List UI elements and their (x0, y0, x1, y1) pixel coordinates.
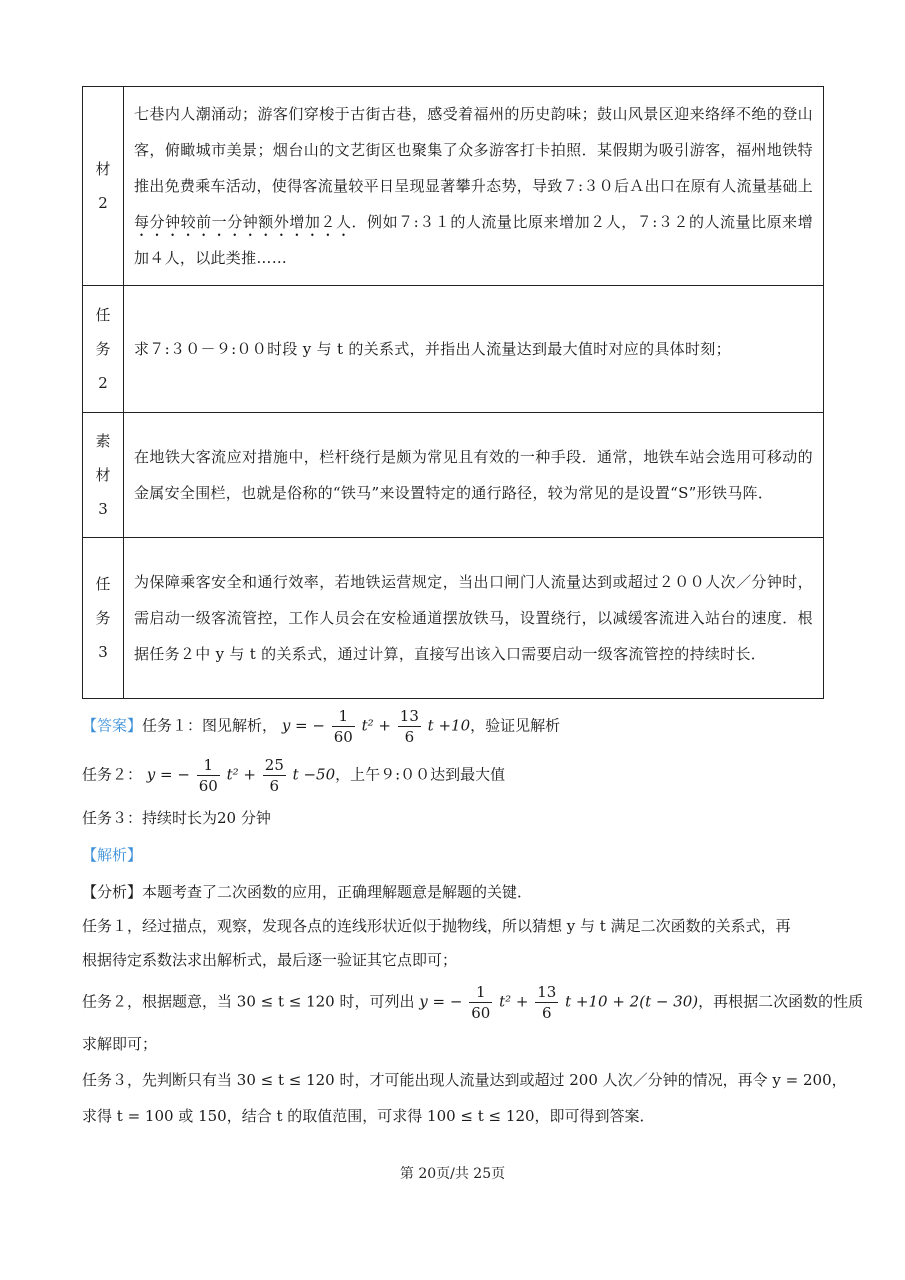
fraction: $\frac{1}{60}$ (198, 756, 218, 795)
analysis-p3a: 任务３，先判断只有当 30 ≤ t ≤ 120 时，才可能出现人流量达到或超过 200 人次／分钟的情况，再令 y = 200， (82, 1071, 847, 1089)
analysis-p2: 任务２，根据题意，当 30 ≤ t ≤ 120 时，可列出 y = − $\frac{1}{60}$ t² + $\frac{13}{6}$ t +10 + 2(t − 30)，再根据二次函数的性质 (82, 983, 864, 1022)
row-text: 为保障乘客安全和通行效率，若地铁运营规定，当出口闸门人流量达到或超过２００人次／分钟时，需启动一级客流管控，工作人员会在安检通道摆放铁马，设置绕行，以减缓客流进入站台的速度．根据任务２中 y 与 t 的关系式，通过计算，直接写出该入口需要启动一级客流管控的持续时长． (124, 538, 824, 699)
page-footer: 第 20页/共 25页 (399, 1166, 506, 1182)
fraction: $\frac{13}{6}$ (399, 707, 419, 746)
fraction: $\frac{1}{60}$ (333, 707, 353, 746)
answer-task2: 任务２： y = − $\frac{1}{60}$ t² + $\frac{25}{6}$ t −50，上午９:００达到最大值 (82, 756, 506, 795)
row-label: 材 2 (83, 87, 124, 286)
fraction: $\frac{13}{6}$ (537, 983, 557, 1022)
analysis-p3b: 求得 t = 100 或 150，结合 t 的取值范围，可求得 100 ≤ t ≤ 120，即可得到答案． (82, 1107, 655, 1125)
table-row (83, 538, 824, 699)
table-row (83, 413, 824, 538)
analysis-p1b: 根据待定系数法求出解析式，最后逐一验证其它点即可； (82, 951, 458, 969)
analysis-fenxi: 【分析】本题考查了二次函数的应用，正确理解题意是解题的关键． (82, 883, 533, 901)
row-text: 七巷内人潮涌动；游客们穿梭于古街古巷，感受着福州的历史韵味；鼓山风景区迎来络绎不绝的登山客，俯瞰城市美景；烟台山的文艺街区也聚集了众多游客打卡拍照．某假期为吸引游客，福州地铁特推出免费乘车活动，使得客流量较平日呈现显著攀升态势，导致７:３０后Ａ出口在原有人流量基础上每分钟较前一分钟额外增加２人．例如７:３１的人流量比原来增加２人，７:３２的人流量比原来增加４人，以此类推…… (124, 87, 824, 286)
fraction: $\frac{1}{60}$ (471, 983, 491, 1022)
materials-table (82, 86, 824, 699)
table-row (83, 286, 824, 413)
answer-tag: 【答案】 (82, 716, 143, 735)
row-text: 求７:３０－９:００时段 y 与 t 的关系式，并指出人流量达到最大值时对应的具体时刻； (124, 286, 824, 413)
analysis-p2b: 求解即可； (82, 1035, 158, 1053)
analysis-tag: 【解析】 (82, 846, 143, 864)
analysis-p1a: 任务１，经过描点，观察，发现各点的连线形状近似于抛物线，所以猜想 y 与 t 满足二次函数的关系式，再 (82, 917, 791, 935)
answer-task3: 任务３：持续时长为20 分钟 (82, 809, 271, 827)
fraction: $\frac{25}{6}$ (264, 756, 284, 795)
answer-task1: 【答案】任务１：图见解析， y = − $\frac{1}{60}$ t² + $\frac{13}{6}$ t +10，验证见解析 (82, 707, 561, 746)
emphasized-text: 每分钟较前一分钟额外增加２人 (134, 213, 352, 231)
row-text: 在地铁大客流应对措施中，栏杆绕行是颇为常见且有效的一种手段．通常，地铁车站会选用可移动的金属安全围栏，也就是俗称的“铁马”来设置特定的通行路径，较为常见的是设置“S”形铁马阵． (124, 413, 824, 538)
row-label: 任 务 2 (83, 286, 124, 413)
table-row (83, 87, 824, 286)
row-label: 素 材 3 (83, 413, 124, 538)
row-label: 任 务 3 (83, 538, 124, 699)
